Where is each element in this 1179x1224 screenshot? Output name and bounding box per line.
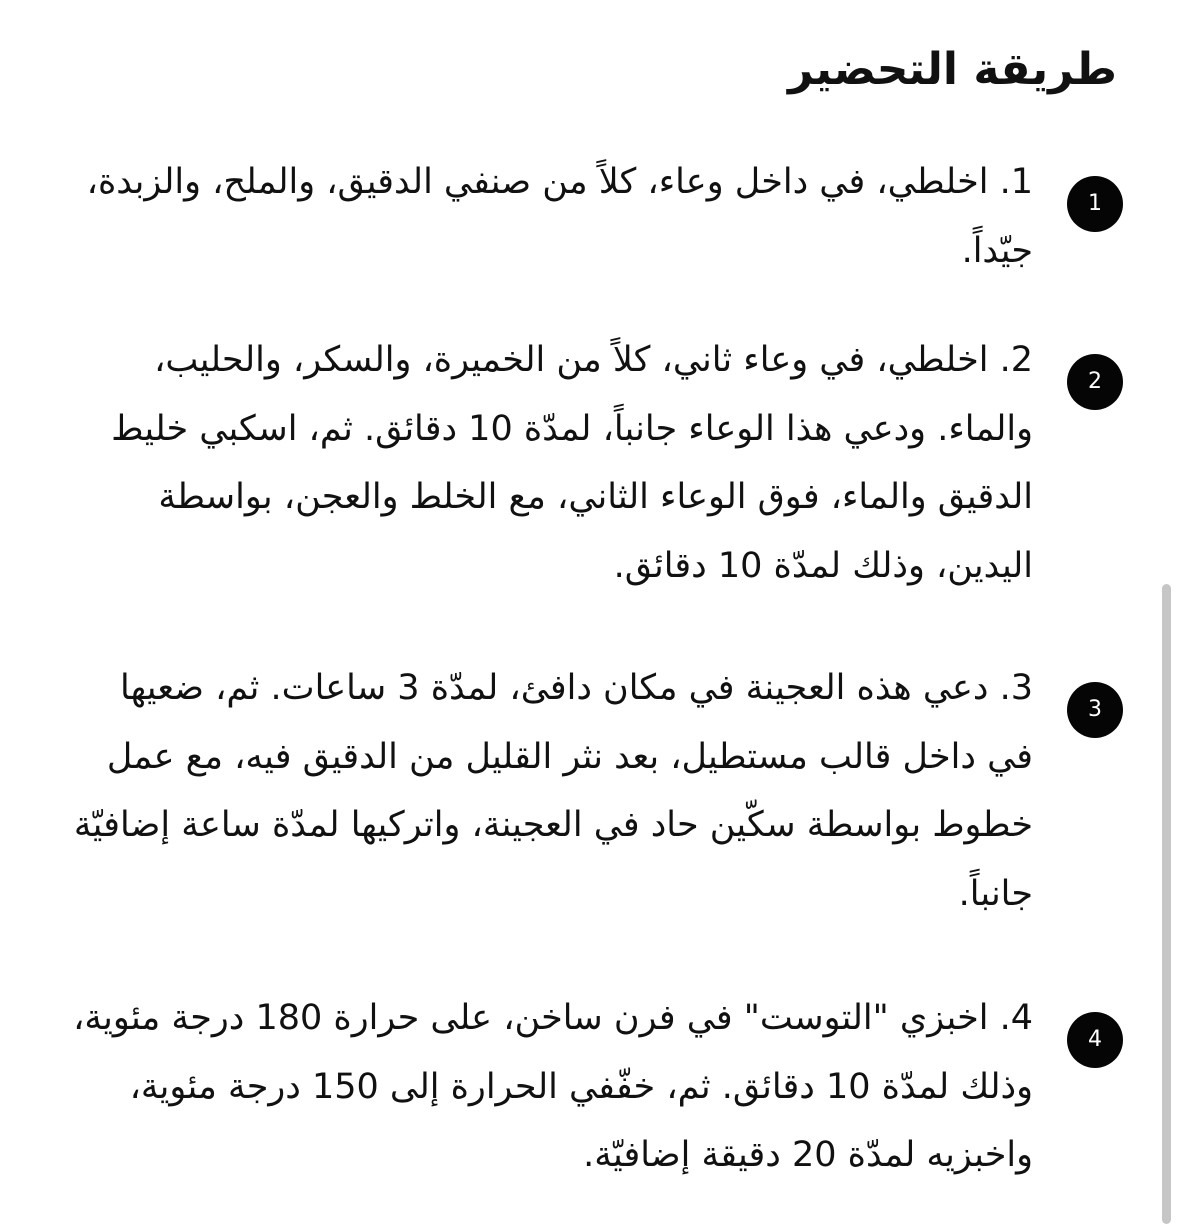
step-number-badge: 1 xyxy=(1067,176,1123,232)
section-title: طريقة التحضير xyxy=(788,44,1117,95)
vertical-scrollbar[interactable] xyxy=(1162,584,1171,1200)
step-number-badge: 3 xyxy=(1067,682,1123,738)
step-text: 1. اخلطي، في داخل وعاء، كلاً من صنفي الدقيق، والملح، والزبدة، جيّداً. xyxy=(86,162,1033,271)
scrollbar-thumb[interactable] xyxy=(1162,584,1171,1224)
step-number-badge: 4 xyxy=(1067,1012,1123,1068)
step-text: 4. اخبزي "التوست" في فرن ساخن، على حرارة 180 درجة مئوية، وذلك لمدّة 10 دقائق. ثم، خفّفي الحرارة إلى 150 درجة مئوية، واخبزيه لمدّة 20 دقيقة إضافيّة. xyxy=(73,998,1033,1175)
step-text: 2. اخلطي، في وعاء ثاني، كلاً من الخميرة، والسكر، والحليب، والماء. ودعي هذا الوعاء جانباً، لمدّة 10 دقائق. ثم، اسكبي خليط الدقيق والماء، فوق الوعاء الثاني، مع الخلط والعجن، بواسطة اليدين، وذلك لمدّة 10 دقائق. xyxy=(111,340,1033,586)
step-number-badge: 2 xyxy=(1067,354,1123,410)
step-text: 3. دعي هذه العجينة في مكان دافئ، لمدّة 3 ساعات. ثم، ضعيها في داخل قالب مستطيل، بعد نثر القليل من الدقيق فيه، مع عمل خطوط بواسطة سكّين حاد في العجينة، واتركيها لمدّة ساعة إضافيّة جانباً. xyxy=(73,668,1033,914)
